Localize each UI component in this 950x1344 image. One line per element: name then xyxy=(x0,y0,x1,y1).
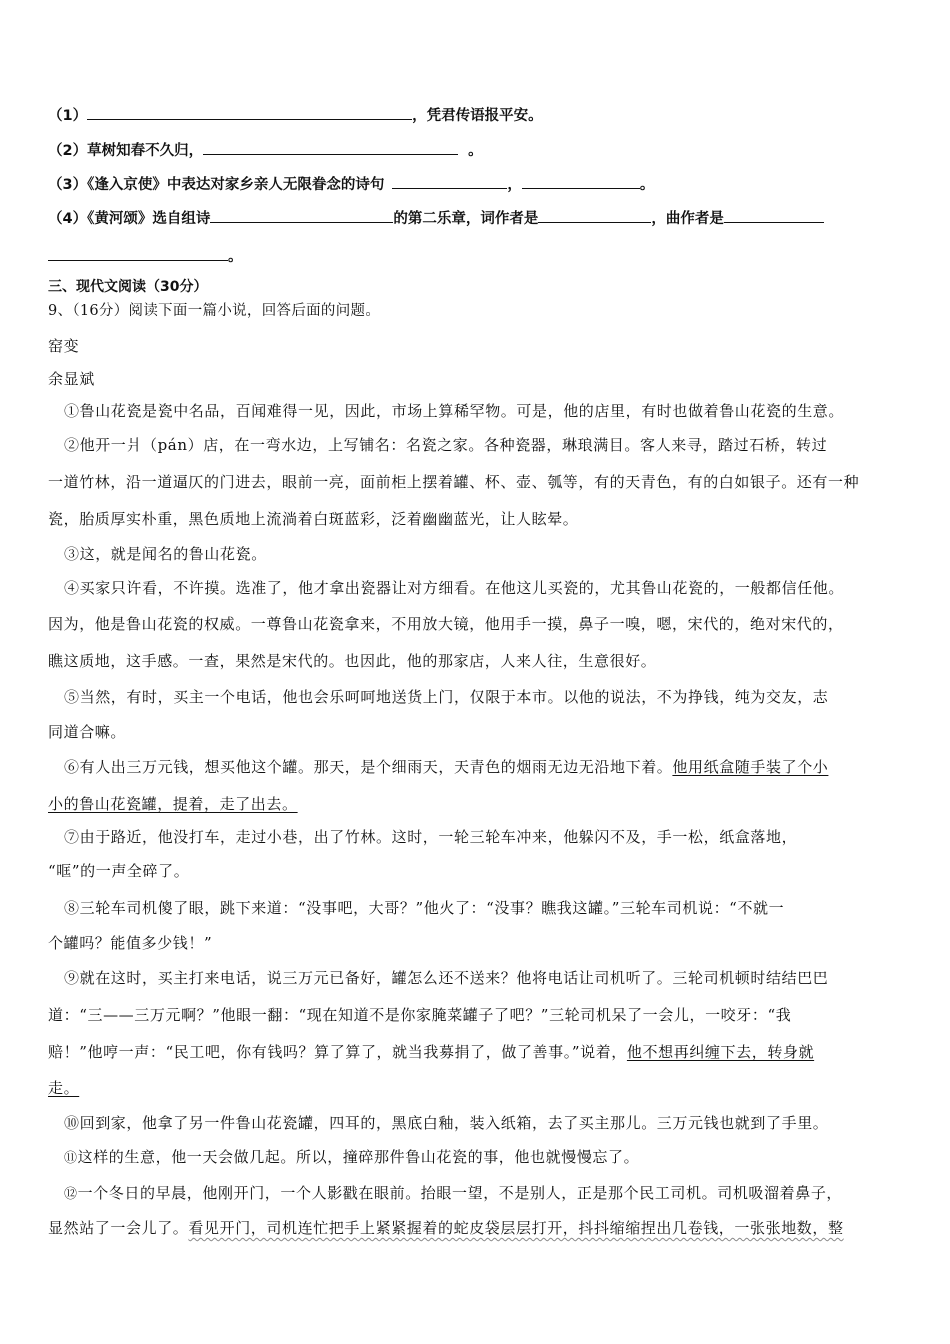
answer-blank[interactable] xyxy=(724,208,824,223)
answer-blank[interactable] xyxy=(48,246,228,261)
answer-blank[interactable] xyxy=(522,174,640,189)
story-title: 窑变 xyxy=(48,337,80,355)
paragraph-4-line-2: 因为，他是鲁山花瓷的权威。一尊鲁山花瓷拿来，不用放大镜，他用手一摸，鼻子一嗅，嗯，宋代的，绝对宋代的， xyxy=(48,615,844,633)
paragraph-text: ⑥有人出三万元钱，想买他这个罐。那天，是个细雨天，天青色的烟雨无边无沿地下着。 xyxy=(64,758,673,776)
question-prompt: 9、（16分）阅读下面一篇小说，回答后面的问题。 xyxy=(48,303,381,319)
paragraph-text: 显然站了一会儿了。 xyxy=(48,1219,189,1237)
paragraph-9-line-2: 道：“三——三万元啊？”他眼一翻：“现在知道不是你家腌菜罐子了吧？”三轮司机呆了一会儿，一咬牙：“我 xyxy=(48,1006,792,1024)
wavy-underlined-sentence: 看见开门，司机连忙把手上紧紧握着的蛇皮袋层层打开，抖抖缩缩捏出几卷钱，一张张地数，整 xyxy=(188,1219,844,1237)
blank-question-1 xyxy=(48,104,950,125)
blank-question-4 xyxy=(48,207,950,228)
paragraph-11 xyxy=(64,1146,950,1167)
paragraph-12-line-1 xyxy=(64,1182,950,1203)
question-comma: ， xyxy=(507,177,522,193)
paragraph-4-line-3: 瞧这质地，这手感。一查，果然是宋代的。也因此，他的那家店，人来人往，生意很好。 xyxy=(48,652,657,670)
answer-blank[interactable] xyxy=(392,174,507,189)
paragraph-3: ③这，就是闻名的鲁山花瓷。 xyxy=(64,545,267,563)
paragraph-7-line-1: ⑦由于路近，他没打车，走过小巷，出了竹林。这时，一轮三轮车冲来，他躲闪不及，手一松，纸盒落地， xyxy=(64,828,798,846)
answer-blank[interactable] xyxy=(210,208,393,223)
paragraph-9-line-3 xyxy=(48,1041,950,1062)
question-number: （4） xyxy=(48,211,88,227)
question-text: 草树知春不久归， xyxy=(87,143,204,159)
blank-question-3 xyxy=(48,173,950,194)
paragraph-1: ①鲁山花瓷是瓷中名品，百闻难得一见，因此，市场上算稀罕物。可是，他的店里，有时也做着鲁山花瓷的生意。 xyxy=(64,402,845,420)
paragraph-text: 赔！”他哼一声：“民工吧，你有钱吗？算了算了，就当我募捐了，做了善事。”说着， xyxy=(48,1043,627,1061)
paragraph-7-line-2: “哐”的一声全碎了。 xyxy=(48,862,190,880)
question-text-end: 。 xyxy=(468,143,483,159)
story-author: 余显斌 xyxy=(48,370,95,388)
question-text: ，曲作者是 xyxy=(651,211,724,227)
question-text: 《黄河颂》选自组诗 xyxy=(87,211,211,227)
section-heading: 三、现代文阅读（30分） xyxy=(48,279,208,295)
underlined-sentence: 他不想再纠缠下去，转身就 xyxy=(626,1043,815,1061)
blank-question-4-continued xyxy=(48,245,950,266)
answer-blank[interactable] xyxy=(203,140,458,155)
paragraph-5-line-2: 同道合嘛。 xyxy=(48,723,127,741)
paragraph-8-line-2: 个罐吗？能值多少钱！” xyxy=(48,934,213,952)
paragraph-12-line-2 xyxy=(48,1217,950,1238)
blank-question-2 xyxy=(48,139,950,160)
question-number: （1） xyxy=(48,108,88,124)
answer-blank[interactable] xyxy=(87,105,412,120)
paragraph-8-line-1: ⑧三轮车司机傻了眼，跳下来道：“没事吧，大哥？”他火了：“没事？瞧我这罐。”三轮车司机说：“不就一 xyxy=(64,899,785,917)
paragraph-9-line-4 xyxy=(48,1077,950,1098)
paragraph-5-line-1: ⑤当然，有时，买主一个电话，他也会乐呵呵地送货上门，仅限于本市。以他的说法，不为挣钱，纯为交友，志 xyxy=(64,688,829,706)
underlined-sentence: 他用纸盒随手装了个小 xyxy=(672,758,829,776)
paragraph-text: 一个冬日的早晨，他刚开门，一个人影戳在眼前。抬眼一望，不是别人，正是那个民工司机。司机吸溜着鼻子， xyxy=(77,1184,843,1202)
paragraph-number: ⑪ xyxy=(64,1151,78,1166)
paragraph-number: ⑫ xyxy=(64,1187,78,1202)
paragraph-10: ⑩回到家，他拿了另一件鲁山花瓷罐，四耳的，黑底白釉，装入纸箱，去了买主那儿。三万元钱也就到了手里。 xyxy=(64,1114,829,1132)
paragraph-9-line-1: ⑨就在这时，买主打来电话，说三万元已备好，罐怎么还不送来？他将电话让司机听了。三轮司机顿时结结巴巴 xyxy=(64,969,829,987)
question-text-end: 。 xyxy=(228,249,243,265)
question-text: 《逢入京使》中表达对家乡亲人无限眷念的诗句 xyxy=(87,177,385,193)
paragraph-6-line-1 xyxy=(64,756,950,777)
answer-blank[interactable] xyxy=(538,208,651,223)
paragraph-2-line-2: 一道竹林，沿一道逼仄的门进去，眼前一亮，面前柜上摆着罐、杯、壶、瓠等，有的天青色，有的白如银子。还有一种 xyxy=(48,473,860,491)
paragraph-2-line-3: 瓷，胎质厚实朴重，黑色质地上流淌着白斑蓝彩，泛着幽幽蓝光，让人眩晕。 xyxy=(48,510,579,528)
question-text: 的第二乐章，词作者是 xyxy=(393,211,539,227)
question-text: ，凭君传语报平安。 xyxy=(412,108,543,124)
paragraph-4-line-1: ④买家只许看，不许摸。选准了，他才拿出瓷器让对方细看。在他这儿买瓷的，尤其鲁山花瓷的，一般都信任他。 xyxy=(64,579,845,597)
paragraph-2-line-1: ②他开一爿（pán）店，在一弯水边，上写铺名：名瓷之家。各种瓷器，琳琅满目。客人来寻，踏过石桥，转过 xyxy=(64,436,828,454)
paragraph-6-line-2 xyxy=(48,793,950,814)
underlined-sentence: 小的鲁山花瓷罐，提着，走了出去。 xyxy=(48,795,298,813)
question-number: （3） xyxy=(48,177,88,193)
question-number: （2） xyxy=(48,143,88,159)
question-text-end: 。 xyxy=(639,177,655,193)
underlined-sentence: 走。 xyxy=(48,1079,80,1097)
paragraph-text: 这样的生意，他一天会做几起。所以，撞碎那件鲁山花瓷的事，他也就慢慢忘了。 xyxy=(77,1148,640,1166)
